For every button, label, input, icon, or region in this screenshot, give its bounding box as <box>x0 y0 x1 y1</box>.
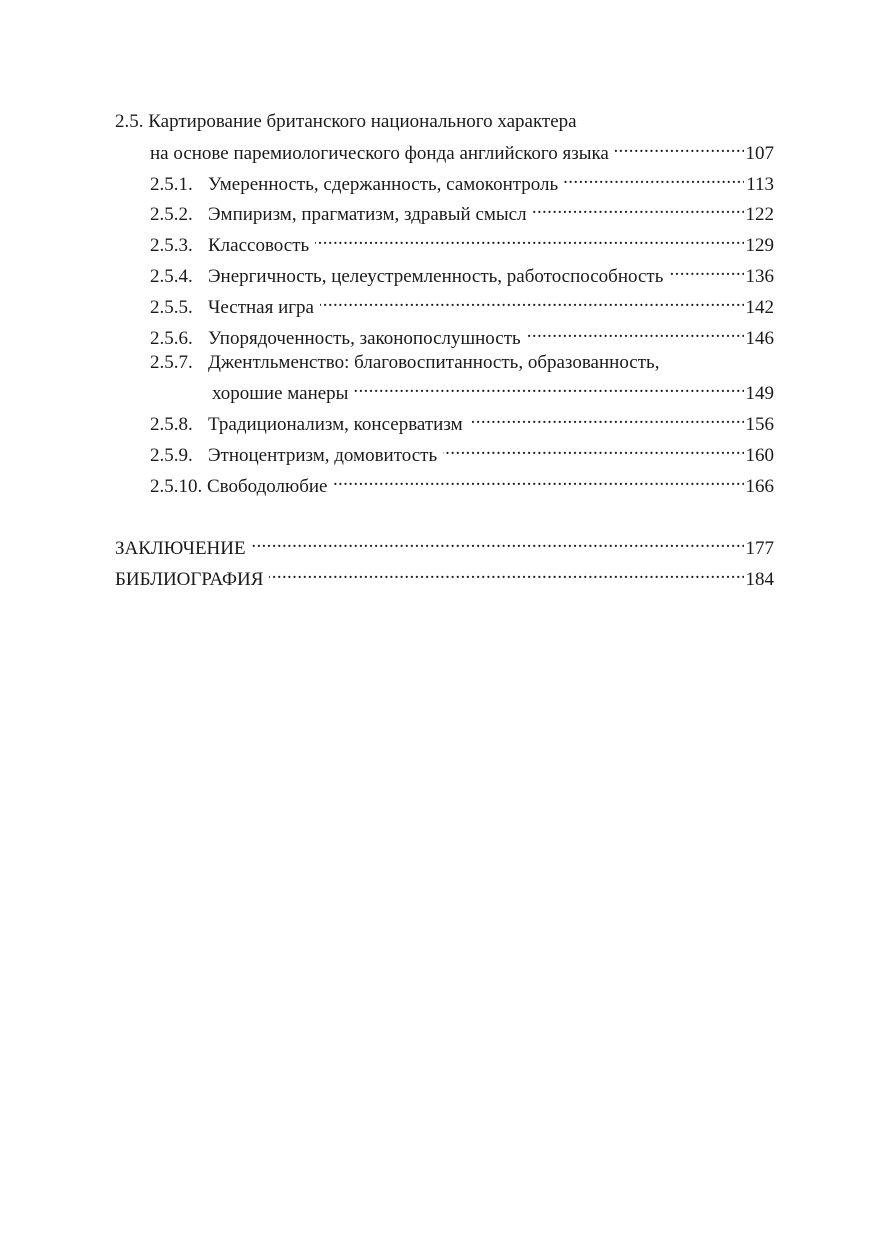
dot-leader <box>527 320 744 344</box>
toc-entry-number: 2.5.4. <box>150 266 193 287</box>
toc-entry[interactable] <box>150 196 774 225</box>
toc-entry-title: Эмпиризм, прагматизм, здравый смысл <box>208 204 527 225</box>
toc-entry-number: 2.5.3. <box>150 235 193 256</box>
toc-entry-number: 2.5.2. <box>150 204 193 225</box>
dot-leader <box>334 468 744 492</box>
toc-entry-bibliography[interactable] <box>115 561 774 590</box>
toc-page-number: 122 <box>745 204 774 225</box>
toc-page-number: 129 <box>745 235 774 256</box>
toc-section-number: 2.5. <box>115 111 144 132</box>
toc-entry-2-5-7-line1 <box>150 351 659 375</box>
toc-entry[interactable] <box>150 227 774 256</box>
toc-entry-number: 2.5.7. <box>150 352 193 373</box>
toc-entry-number: 2.5.8. <box>150 414 193 435</box>
dot-leader <box>269 561 743 585</box>
toc-entry-number: 2.5.6. <box>150 328 193 349</box>
toc-entry-number: 2.5.10. <box>150 476 203 497</box>
toc-entry-title: Умеренность, сдержанность, самоконтроль <box>208 174 559 195</box>
toc-entry-title: Свободолюбие <box>207 476 328 497</box>
toc-entry-2-5-7-line2[interactable] <box>212 375 774 404</box>
toc-entry-title: Честная игра <box>208 297 314 318</box>
toc-page-number: 142 <box>745 297 774 318</box>
toc-page-number: 136 <box>745 266 774 287</box>
toc-page-number: 156 <box>745 414 774 435</box>
toc-section-2-5-line2[interactable] <box>150 135 774 164</box>
toc-entry-title: Традиционализм, консерватизм <box>208 414 463 435</box>
toc-entry-number: 2.5.1. <box>150 174 193 195</box>
dot-leader <box>669 258 743 282</box>
toc-page-number: 113 <box>746 174 774 195</box>
toc-entry-title: ЗАКЛЮЧЕНИЕ <box>115 538 246 559</box>
toc-entry-number: 2.5.5. <box>150 297 193 318</box>
toc-page-number: 107 <box>745 143 774 164</box>
toc-entry-title: Упорядоченность, законопослушность <box>208 328 521 349</box>
toc-entry-conclusion[interactable] <box>115 530 774 559</box>
toc-page-number: 149 <box>745 383 774 404</box>
toc-entry[interactable] <box>150 468 774 497</box>
toc-page-number: 160 <box>745 445 774 466</box>
toc-entry[interactable] <box>150 320 774 349</box>
toc-section-title-line2: на основе паремиологического фонда английского языка <box>150 143 609 164</box>
toc-entry-number: 2.5.9. <box>150 445 193 466</box>
dot-leader <box>443 437 743 461</box>
dot-leader <box>533 196 744 220</box>
dot-leader <box>469 406 744 430</box>
toc-entry[interactable] <box>150 437 774 466</box>
toc-entry[interactable] <box>150 166 774 195</box>
dot-leader <box>252 530 744 554</box>
dot-leader <box>354 375 743 399</box>
dot-leader <box>564 166 744 190</box>
dot-leader <box>615 135 744 159</box>
toc-entry-title: Этноцентризм, домовитость <box>208 445 438 466</box>
toc-page-number: 184 <box>745 569 774 590</box>
toc-section-2-5-line1 <box>115 110 577 134</box>
toc-entry[interactable] <box>150 289 774 318</box>
toc-section-title-line1: Картирование британского национального характера <box>148 111 577 132</box>
toc-entry-title-line1: Джентльменство: благовоспитанность, образованность, <box>208 352 660 373</box>
toc-page-number: 166 <box>745 476 774 497</box>
toc-entry-title-line2: хорошие манеры <box>212 383 349 404</box>
toc-entry[interactable] <box>150 406 774 435</box>
toc-entry-title: Классовость <box>208 235 310 256</box>
dot-leader <box>320 289 744 313</box>
toc-entry-title: БИБЛИОГРАФИЯ <box>115 569 264 590</box>
toc-page-number: 146 <box>745 328 774 349</box>
toc-entry[interactable] <box>150 258 774 287</box>
toc-page-number: 177 <box>745 538 774 559</box>
dot-leader <box>315 227 743 251</box>
toc-entry-title: Энергичность, целеустремленность, работоспособность <box>208 266 664 287</box>
